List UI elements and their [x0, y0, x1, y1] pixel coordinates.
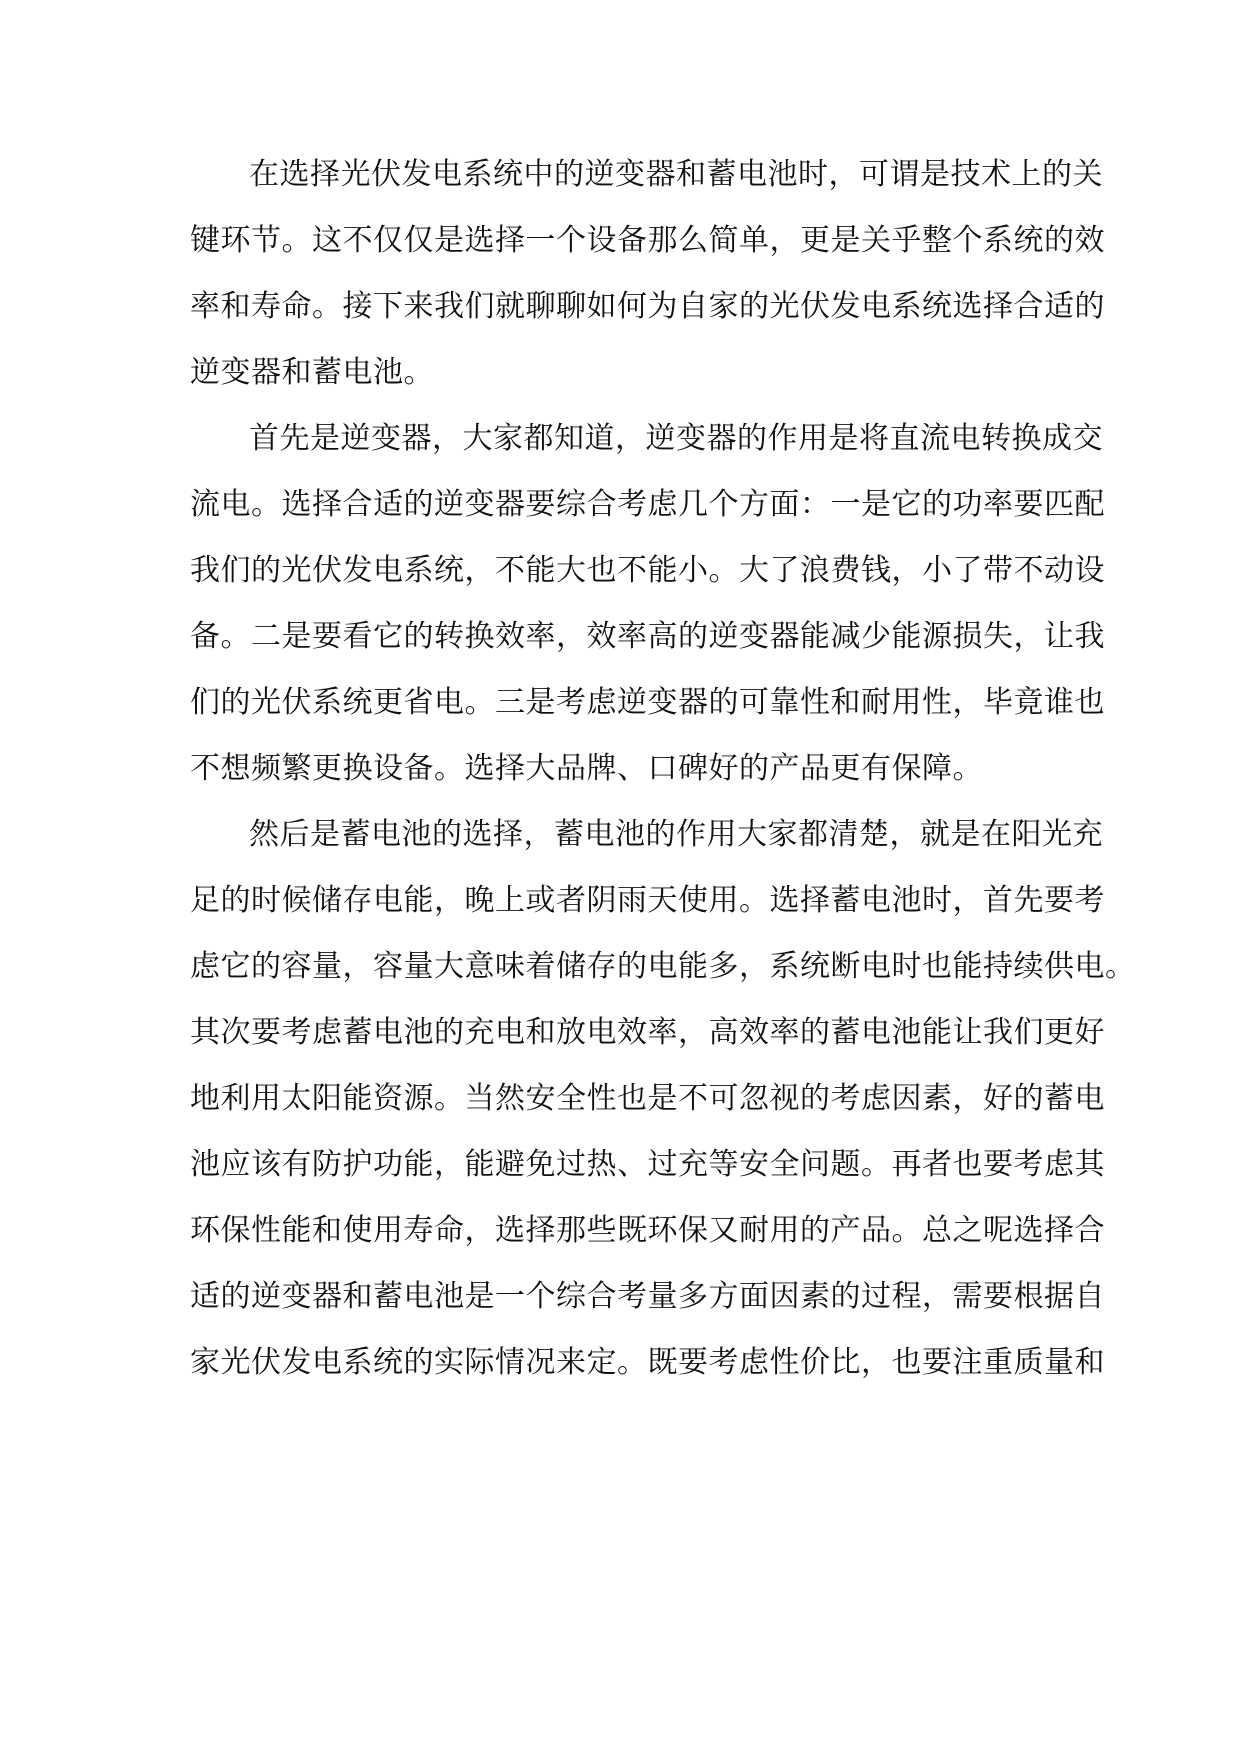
text-line: 们的光伏系统更省电。三是考虑逆变器的可靠性和耐用性，毕竟谁也 — [190, 685, 1105, 720]
text-line: 环保性能和使用寿命，选择那些既环保又耐用的产品。总之呢选择合 — [190, 1213, 1105, 1248]
text-line: 地利用太阳能资源。当然安全性也是不可忽视的考虑因素，好的蓄电 — [190, 1081, 1105, 1116]
body-text — [190, 142, 1136, 1396]
paragraph-2 — [190, 406, 1105, 802]
paragraph-1 — [190, 142, 1105, 406]
text-line: 足的时候储存电能，晚上或者阴雨天使用。选择蓄电池时，首先要考 — [190, 883, 1105, 918]
text-line: 家光伏发电系统的实际情况来定。既要考虑性价比，也要注重质量和 — [190, 1345, 1105, 1380]
text-line: 率和寿命。接下来我们就聊聊如何为自家的光伏发电系统选择合适的 — [190, 289, 1105, 324]
text-line: 适的逆变器和蓄电池是一个综合考量多方面因素的过程，需要根据自 — [190, 1279, 1105, 1314]
text-line: 流电。选择合适的逆变器要综合考虑几个方面：一是它的功率要匹配 — [190, 487, 1105, 522]
text-line: 其次要考虑蓄电池的充电和放电效率，高效率的蓄电池能让我们更好 — [190, 1015, 1105, 1050]
text-line: 键环节。这不仅仅是选择一个设备那么简单，更是关乎整个系统的效 — [190, 223, 1105, 258]
text-line: 逆变器和蓄电池。 — [190, 355, 434, 390]
text-line: 池应该有防护功能，能避免过热、过充等安全问题。再者也要考虑其 — [190, 1147, 1105, 1182]
paragraph-3 — [190, 802, 1136, 1396]
text-line: 然后是蓄电池的选择，蓄电池的作用大家都清楚，就是在阳光充 — [249, 817, 1103, 852]
text-line: 首先是逆变器，大家都知道，逆变器的作用是将直流电转换成交 — [249, 421, 1103, 456]
text-line: 不想频繁更换设备。选择大品牌、口碑好的产品更有保障。 — [190, 751, 983, 786]
text-line: 备。二是要看它的转换效率，效率高的逆变器能减少能源损失，让我 — [190, 619, 1105, 654]
text-line: 我们的光伏发电系统，不能大也不能小。大了浪费钱，小了带不动设 — [190, 553, 1105, 588]
text-line: 在选择光伏发电系统中的逆变器和蓄电池时，可谓是技术上的关 — [249, 157, 1103, 192]
text-line: 虑它的容量，容量大意味着储存的电能多，系统断电时也能持续供电。 — [190, 949, 1136, 984]
